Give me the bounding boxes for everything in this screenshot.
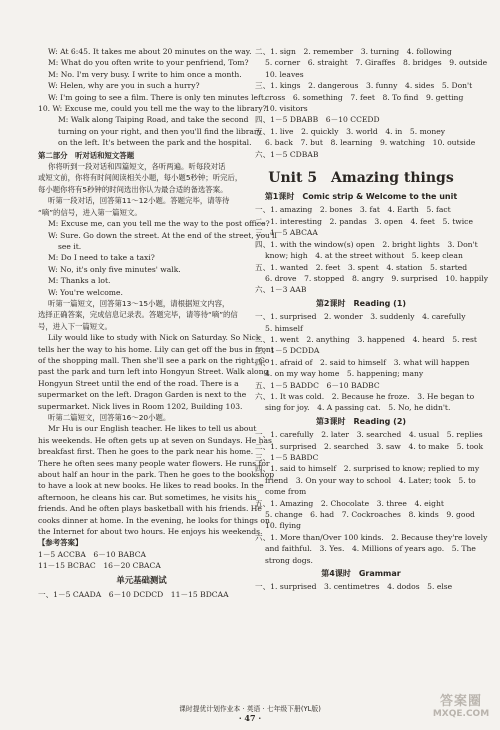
part2-instructions <box>38 161 245 218</box>
text-line: tells her the way to his home. Lily can get off the bus in front <box>38 344 274 354</box>
text-line: friend 3. On your way to school 4. Later; took 5. to <box>265 475 476 485</box>
lesson1-title: 第1课时 Comic strip & Welcome to the unit <box>264 192 458 202</box>
text-line: 三、1－5 ABCAA <box>255 228 318 238</box>
text-line: know; high 4. at the street without 5. keep clean <box>265 251 463 261</box>
text-line: 四、1－5 DBABB 6－10 CCEDD <box>255 115 380 125</box>
left-column <box>38 46 277 601</box>
text-line: 10. flying <box>265 521 302 531</box>
text-line: 每小题你将有5秒钟的时间选出你认为最合适的备选答案。 <box>38 184 228 194</box>
text-line: 一、1. carefully 2. later 3. searched 4. usual 5. replies <box>255 430 483 440</box>
text-line: 1－5 ACCBA 6－10 BABCA <box>38 549 147 559</box>
text-line: “嘀”的信号，进入第一篇短文。 <box>38 207 142 217</box>
text-line: 10. W: Excuse me, could you tell me the way to the library? <box>38 104 267 114</box>
text-line: 或短文前，你将有时间阅读相关小题，每小题5秒钟；听完后， <box>38 173 243 183</box>
text-line: 三、1. kings 2. dangerous 3. funny 4. sides 5. Don't <box>255 81 473 91</box>
text-line: 五、1. wanted 2. feet 3. spent 4. station 5. started <box>255 262 468 272</box>
text-line: 六、1－3 AAB <box>255 285 307 295</box>
text-line: his weekends. He often gets up at seven on Sundays. He has <box>38 435 272 445</box>
post-office-dialog <box>38 218 277 298</box>
passage1-instructions <box>38 298 245 332</box>
text-line: 一、1. surprised 2. wonder 3. suddenly 4. carefully <box>255 312 466 322</box>
text-line: on the left. It's between the park and the hospital. <box>58 138 252 148</box>
text-line: 五、1－5 BADDC 6－10 BADBC <box>255 380 380 390</box>
text-line: W: No, it's only five minutes' walk. <box>48 264 181 274</box>
reference-answers <box>38 549 245 572</box>
text-line: M: Thanks a lot. <box>48 276 111 286</box>
text-line: 4. on my way home 5. happening; many <box>265 369 424 379</box>
watermark-logo <box>430 696 492 724</box>
text-line: cooks dinner at home. In the evening, he looks for things on <box>38 515 270 525</box>
lesson3-title: 第3课时 Reading (2) <box>315 416 407 426</box>
text-line: afternoon, he cleans his car. But sometimes, he visits his <box>38 492 257 502</box>
text-line: 5. change 6. had 7. Cockroaches 8. kinds 9. good <box>265 510 475 520</box>
lesson2-title: 第2课时 Reading (1) <box>315 298 407 308</box>
text-line: 四、1. said to himself 2. surprised to know; replied to my <box>255 464 480 474</box>
part2-heading: 第二部分 听对话和短文答题 <box>38 150 135 160</box>
text-line: strong dogs. <box>265 555 313 565</box>
text-line: 四、1. with the window(s) open 2. bright lights 3. Don't <box>255 239 478 249</box>
text-line: 10. visitors <box>265 104 308 114</box>
text-line: friends. And he often plays basketball with his friends. He <box>38 504 262 514</box>
text-line: sing for joy. 4. A passing cat. 5. No, he didn't. <box>265 403 451 413</box>
text-line: 6. drove 7. stopped 8. angry 9. surprised 10. happily <box>265 273 489 283</box>
text-line: Mr Hu is our English teacher. He likes to tell us about <box>48 424 257 434</box>
text-line: W: I'm going to see a film. There is only ten minutes left. <box>48 92 267 102</box>
text-line: supermarket on the left. Dragon Garden is next to the <box>38 390 247 400</box>
text-line: 六、1. It was cold. 2. Because he froze. 3. He began to <box>255 391 475 401</box>
text-line: of the shopping mall. Then she'll see a park on the right. Go <box>38 355 270 365</box>
text-line: 听第一篇短文，回答第13～15小题，请根据短文内容， <box>48 298 230 308</box>
text-line: supermarket. Nick lives in Room 1202, Building 103. <box>38 401 243 411</box>
text-line: 二、1. sign 2. remember 3. turning 4. following <box>255 47 452 56</box>
text-line: W: At 6:45. It takes me about 20 minutes on the way. <box>48 47 252 56</box>
lesson2-answers <box>255 311 477 414</box>
text-line: 10. leaves <box>265 69 304 79</box>
text-line: W: You're welcome. <box>48 287 123 297</box>
unit4-answers <box>255 46 488 160</box>
listening-script-lines <box>38 46 267 149</box>
text-line: 你将听到一段对话和四篇短文，各听两遍。听每段对话 <box>48 162 226 172</box>
text-line: W: Helen, why are you in such a hurry? <box>48 81 200 91</box>
text-line: 5. himself <box>265 323 303 333</box>
text-line: see it. <box>58 241 82 251</box>
text-line: 听第一段对话，回答第11～12小题。答题完毕，请等待 <box>48 196 230 206</box>
text-line: turning on your right, and then you'll find the library <box>58 126 262 136</box>
text-line: 号，进入下一篇短文。 <box>38 321 112 331</box>
unit-test-answer: 一、1－5 CAADA 6－10 DCDCD 11－15 BDCAA <box>38 590 229 600</box>
lesson4-title: 第4课时 Grammar <box>321 569 401 579</box>
text-line: cross 6. something 7. feet 8. To find 9. getting <box>265 92 464 102</box>
passage2-instructions: 听第二篇短文，回答第16～20小题。 <box>48 413 171 422</box>
text-line: 五、1. live 2. quickly 3. world 4. in 5. money <box>255 126 446 136</box>
lesson1-answers <box>255 204 489 295</box>
book-title-footer: 课时提优计划作业本 · 英语 · 七年级下册(YL版) <box>179 705 321 713</box>
text-line: 四、1. afraid of 2. said to himself 3. what will happen <box>255 357 470 367</box>
unit-test-heading: 单元基础测试 <box>116 574 167 585</box>
text-line: 一、1. surprised 3. centimetres 4. dodos 5. else <box>255 582 453 592</box>
text-line: 五、1. Amazing 2. Chocolate 3. three 4. eight <box>255 498 444 508</box>
text-line: M: Walk along Taiping Road, and take the second <box>58 115 249 125</box>
page-number: · 47 · <box>238 713 262 723</box>
text-line: Lily would like to study with Nick on Saturday. So Nick <box>48 333 261 343</box>
text-line: 5. corner 6. straight 7. Giraffes 8. bridges 9. outside <box>265 58 488 68</box>
text-line: 三、1－5 DCDDA <box>255 346 320 356</box>
text-line: about half an hour in the park. Then he goes to the bookshop <box>38 470 275 480</box>
watermark-line1: 答案圈 <box>439 694 482 709</box>
text-line: M: Do I need to take a taxi? <box>48 253 155 263</box>
text-line: to have a look at new books. He likes to read books. In the <box>38 481 264 491</box>
lesson3-answers <box>255 429 488 566</box>
text-line: 六、1. More than/Over 100 kinds. 2. Because they're lovely <box>255 532 488 542</box>
text-line: breakfast first. Then he goes to the park near his home. <box>38 447 254 457</box>
text-line: 一、1. amazing 2. bones 3. fat 4. Earth 5. fact <box>255 205 451 215</box>
text-line: 选择正确答案，完成信息记录表。答题完毕，请等待“嘀”的信 <box>38 310 238 320</box>
unit-title: Unit 5 Amazing things <box>268 170 454 187</box>
text-line: 二、1. went 2. anything 3. happened 4. heard 5. rest <box>255 334 477 344</box>
text-line: 二、1. interesting 2. pandas 3. open 4. feet 5. twice <box>255 216 473 226</box>
lesson4-answers <box>255 581 467 592</box>
text-line: come from <box>265 487 307 497</box>
text-line: 三、1－5 BABDC <box>255 453 319 462</box>
text-line: M: Excuse me, can you tell me the way to the post office? <box>48 219 270 229</box>
passage2-text <box>38 423 275 537</box>
text-line: 6. back 7. but 8. learning 9. watching 10. outside <box>265 138 476 148</box>
text-line: M: What do you often write to your penfriend, Tom? <box>48 58 249 68</box>
reference-answers-heading: 【参考答案】 <box>38 538 83 548</box>
text-line: 二、1. surprised 2. searched 3. saw 4. to make 5. took <box>255 441 484 451</box>
text-line: past the park and turn left into Hongyun Street. Walk along <box>38 367 269 377</box>
text-line: 六、1－5 CDBAB <box>255 149 319 159</box>
text-line: and faithful. 3. Yes. 4. Millions of years ago. 5. The <box>265 544 476 554</box>
text-line: 11－15 BCBAC 16－20 CBACA <box>38 561 161 571</box>
text-line: the Internet for about two hours. He enjoys his weekends. <box>38 527 263 537</box>
passage1-text <box>38 332 274 412</box>
text-line: There he often sees many people water flowers. He runs for <box>38 458 270 468</box>
text-line: W: Sure. Go down the street. At the end of the street, you'll <box>48 230 277 240</box>
text-line: M: No. I'm very busy. I write to him once a month. <box>48 69 242 79</box>
text-line: Hongyun Street until the end of the road. There is a <box>38 378 239 388</box>
right-column <box>255 46 489 593</box>
watermark-line2: MXQE.COM <box>432 709 490 719</box>
